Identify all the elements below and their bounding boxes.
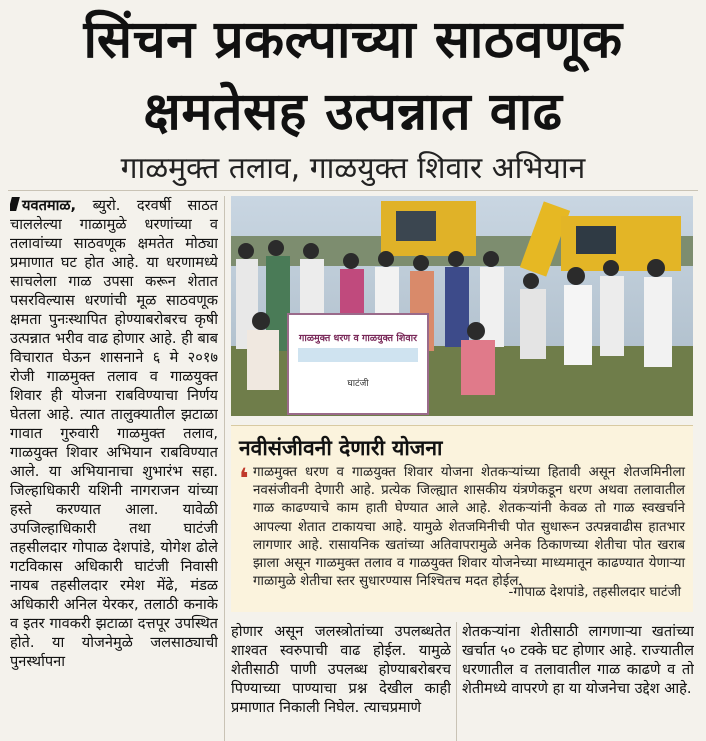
- dateline: यवतमाळ,: [22, 197, 77, 214]
- quote-marker-icon: ❛: [239, 462, 249, 495]
- sidebar-box-title: नवीसंजीवनी देणारी योजना: [239, 436, 443, 460]
- article-column-2: होणार असून जलस्त्रोतांच्या उपलब्धतेत शाश्वत स्वरुपाची वाढ होईल. यामुळे शेतीसाठी पाणी उपलब्ध होण्याबरोबरच पिण्याच्या पाण्याचा प्रश्न देखील काही प्रमाणात निकाली निघेल. त्याचप्रमाणे: [231, 623, 451, 716]
- dateline-marker-icon: [10, 197, 20, 211]
- headline-divider: [8, 190, 698, 191]
- bottom-column-divider: [456, 622, 457, 741]
- article-text-column-1: ब्युरो. दरवर्षी साठत चाललेल्या गाळामुळे धरणांच्या व तलावांच्या साठवणूक क्षमतेत मोठ्या प्रमाणात घट होत आहे. या धरणामध्ये साचलेला गाळ उपसा करून शेतात पसरविल्यास धरणांची मूळ साठवणूक क्षमता पुनःस्थापित होण्याबरोबरच कृषी उत्पन्नात भरीव वाढ होणार आहे. ही बाब विचारात घेऊन शासनाने ६ मे २०१७ रोजी गाळमुक्त तलाव व गाळयुक्त शिवार ही योजना राबविण्याचा निर्णय घेतला आहे. त्यात तालुक्यातील झटाळा गावात गुरुवारी गाळमुक्त तलाव, गाळयुक्त शिवार अभियान राबविण्यात आले. या अभियानाचा शुभारंभ सहा. जिल्हाधिकारी यशिनी नागराजन यांच्या हस्ते करण्यात आला. यावेळी उपजिल्हाधिकारी तथा घाटंजी तहसीलदार गोपाळ देशपांडे, योगेश ढोले गटविकास अधिकारी घाटंजी निवासी नायब तहसीलदार रमेश मेंढे, मंडळ अधिकारी अनिल येरकर, तलाठी कनाके व इतर गावकरी झटाळा दत्तपूर उपस्थित होते. या योजनेमुळे जलसाठ्याची पुनर्स्थापना: [10, 197, 218, 670]
- banner-text-line-2: घाटंजी: [347, 379, 369, 389]
- sidebar-box-signature: -गोपाळ देशपांडे, तहसीलदार घाटंजी: [508, 585, 681, 600]
- news-photo: [231, 196, 693, 416]
- headline-line-1: सिंचन प्रकल्पाच्या साठवणूक: [83, 10, 623, 70]
- sidebar-box: [231, 425, 693, 612]
- photo-illustration: [231, 196, 693, 416]
- column-divider: [224, 196, 225, 741]
- headline-line-2: क्षमतेसह उत्पन्नात वाढ: [143, 82, 563, 142]
- subheadline: गाळमुक्त तलाव, गाळयुक्त शिवार अभियान: [120, 151, 586, 186]
- article-column-1: [10, 196, 218, 741]
- banner-text-line-1: गाळमुक्त धरण व गाळयुक्त शिवार: [299, 333, 417, 344]
- sidebar-box-body: गाळमुक्त धरण व गाळयुक्त शिवार योजना शेतकऱ्यांच्या हितावी असून शेतजमिनीला नवसंजीवनी देणारी आहे. प्रत्येक जिल्ह्यात शासकीय यंत्रणेकडून धरण अथवा तलावातील गाळ काढण्याचे काम हाती घेण्यात आले आहे. शेतकऱ्यांनी केवळ तो गाळ स्वखर्चाने आपल्या शेतात टाकायचा आहे. यामुळे शेतजमिनीची पोत सुधारून उत्पन्नवाढीस हातभार लागणार आहे. रासायनिक खतांच्या अतिवापरामुळे अनेक ठिकाणच्या शेतीचा पोत खराब झाला असून गाळमुक्त तलाव व गाळयुक्त शिवार योजनेच्या माध्यमातून काढण्यात येणाऱ्या गाळामुळे शेतीचा स्तर सुधारण्यास निश्चितच मदत होईल.: [253, 465, 685, 590]
- article-column-3: शेतकऱ्यांना शेतीसाठी लागणाऱ्या खतांच्या खर्चात ५० टक्के घट होणार आहे. राज्यातील धरणातील व तलावातील गाळ काढणे व तो शेतीमध्ये वापरणे हा या योजनेचा उद्देश आहे.: [462, 623, 694, 697]
